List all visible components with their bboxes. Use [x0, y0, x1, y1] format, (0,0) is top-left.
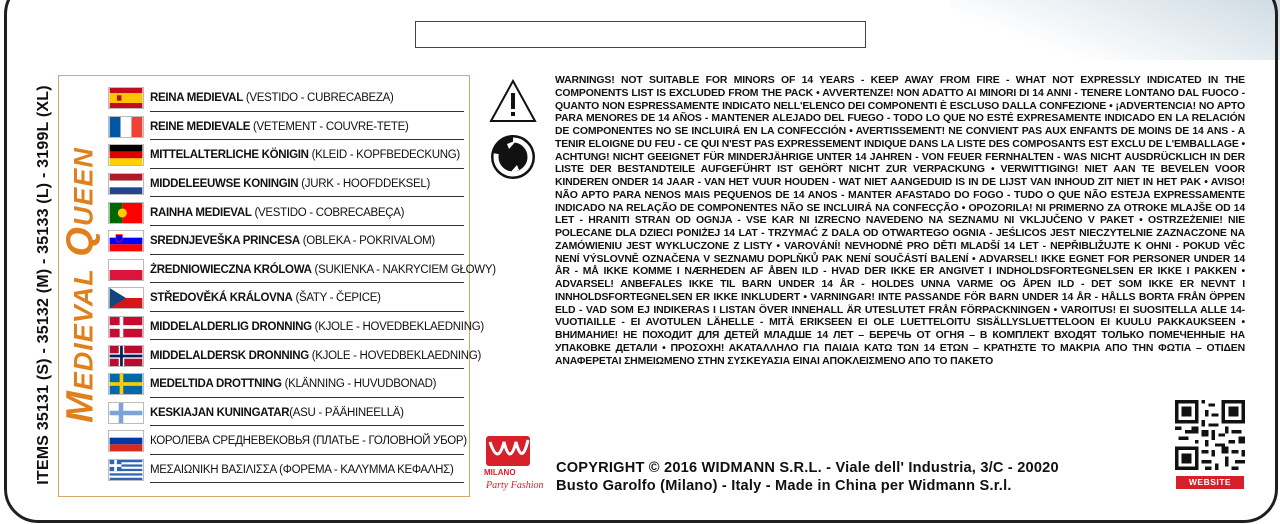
lang-text: MEDELTIDA DROTTNING (KLÄNNING - HUVUDBONAD): [150, 378, 437, 391]
lang-text: RAINHA MEDIEVAL (VESTIDO - COBRECABEÇA): [150, 206, 405, 219]
warning-triangle-icon: [489, 79, 537, 123]
list-item: [108, 313, 484, 342]
items-code: [31, 80, 57, 490]
language-list: [108, 84, 496, 484]
lang-text: REINE MEDIEVALE (VETEMENT - COUVRE-TETE): [150, 120, 409, 133]
lang-text: KESKIAJAN KUNINGATAR(ASU - PÄÄHINEELLÄ): [150, 406, 404, 419]
cz-flag-icon: [108, 287, 144, 309]
list-item: [108, 341, 481, 370]
svg-text:Party Fashion: Party Fashion: [486, 480, 544, 491]
lang-text: MITTELALTERLICHE KÖNIGIN (KLEID - KOPFBEDECKUNG): [150, 149, 460, 162]
list-item: [108, 427, 468, 456]
lang-text: ΜΕΣΑΙΩΝΙΚΗ ΒΑΣΙΛΙΣΣΑ (ΦΟΡΕΜΑ - ΚΑΛΥΜΜΑ ΚΕΦΑΛΗΣ): [150, 464, 454, 477]
copyright-line-2: Busto Garolfo (Milano) - Italy - Made in China per Widmann S.r.l.: [556, 478, 1012, 494]
es-flag-icon: [108, 87, 144, 109]
product-title-text: Medieval Queen: [59, 147, 102, 423]
se-flag-icon: [108, 373, 144, 395]
gr-flag-icon: [108, 459, 144, 481]
lang-text: MIDDELALDERLIG DRONNING (KJOLE - HOVEDBEKLAEDNING): [150, 321, 484, 334]
list-item: [108, 370, 468, 399]
lang-text: REINA MEDIEVAL (VESTIDO - CUBRECABEZA): [150, 92, 394, 105]
lang-text: MIDDELEEUWSE KONINGIN (JURK - HOOFDDEKSEL): [150, 178, 431, 191]
lang-text: КОРОЛЕВА СРЕДНЕВЕКОВЬЯ (ПЛАТЬЕ - ГОЛОВНОЙ УБОР): [150, 435, 467, 448]
barcode-box: [415, 21, 866, 48]
list-item: [108, 227, 468, 256]
lang-text: ŻREDNIOWIECZNA KRÓLOWA (SUKIENKA - NAKRYCIEM GŁOWY): [150, 263, 496, 276]
list-item: [108, 256, 496, 285]
copyright-text: [556, 459, 1166, 495]
website-badge[interactable]: WEBSITE: [1176, 476, 1244, 489]
green-dot-recycle-icon: [490, 134, 536, 180]
fr-flag-icon: [108, 116, 144, 138]
copyright-line-1: COPYRIGHT © 2016 WIDMANN S.R.L. - Viale dell' Industria, 3/C - 20020: [556, 460, 1059, 476]
list-item: [108, 198, 468, 227]
lang-text: MIDDELALDERSK DRONNING (KJOLE - HOVEDBEKLAEDNING): [150, 349, 481, 362]
warnings-text: WARNINGS! NOT SUITABLE FOR MINORS OF 14 YEARS - KEEP AWAY FROM FIRE - WHAT NOT EXPRESSLY INDICATED IN THE COMPONENTS LIST IS EXCLUDED FROM THE PACK • AVVERTENZE! NON ADATTO AI MINORI DI 14 ANNI - TENERE LONTANO DAL FUOCO - QUANTO NON ESPRESSAMENTE INDICATO NELL'ELENCO DEI COMPONENTI È ESCLUSO DALLA CONFEZIONE • ¡ADVERTENCIA! NO APTO PARA MENORES DE 14 AÑOS - MANTENER ALEJADO DEL FUEGO - TODO LO QUE NO ESTÉ EXPRESAMENTE INDICADO EN LA RELACIÓN DE COMPONENTES NO SE INCLUIRÁ EN LA CONFECCIÓN • AVERTISSEMENT! NE CONVIENT PAS AUX ENFANTS DE MOINS DE 14 ANS - A TENIR ELOIGNE DU FEU - CE QUI N'EST PAS EXPRESSEMENT INDIQUE DANS LA LISTE DES COMPOSANTS EST EXCLU DE L'EMBALLAGE • ACHTUNG! NICHT GEEIGNET FÜR MINDERJÄHRIGE UNTER 14 JAHREN - VON FEUER FERNHALTEN - WAS NICHT AUSDRÜCKLICH IN DER LISTE DER BESTANDTEILE AUFGEFÜHRT IST GEHÖRT NICHT ZUR VERPACKUNG • VERWITTIGING! NIET AAN TE BEVELEN VOOR KINDEREN ONDER 14 JAAR - VAN HET VUUR HOUDEN - WAT NIET AANGEDUID IS IN DE LIJST VAN INHOUD ZIT NIET IN HET PAK • AVISO! NÃO APTO PARA NENOS MAIS PEQUENOS DE 14 ANOS - MANTER AFASTADO DO FOGO - TUDO O QUE NÃO ESTEJA EXPRESSAMENTE INDICADO NA RELAÇÃO DE COMPONENTES NÃO SE INCLUIRÁ NA CONFECÇÃO • OPOZORILA! NI PRIMERNO ZA OTROKE MLAJŠE OD 14 LET - HRANITI STRAN OD OGNJA - VSE KAR NI IZRECNO NAVEDENO NA SEZNAMU NI VKLJUČENO V PAKET • OSTRZEŻENIE! NIE POLECANE DLA DZIECI PONIŻEJ 14 LAT - TRZYMAĆ Z DALA OD OTWARTEGO OGNIA - JEŚLICOS JEST NIECZYTELNIE ZAZNACZONE NA ZAMÓWIENIU JEST WYKLUCZONE Z LISTY • VAROVÁNÍ! NEVHODNÉ PRO DĚTI MLADŠÍ 14 LET - NEPŘIBLIŽUJTE K OHNI - POKUD VĚC NENÍ VÝSLOVNĚ OZNAČENA V SEZNAMU DOPLŇKŮ PAK NENÍ SOUČÁSTÍ BALENÍ • ADVARSEL! IKKE EGNET FOR PERSONER UNDER 14 ÅR - MÅ IKKE KOMME I NÆRHEDEN AF ÅBEN ILD - HVAD DER IKKE ER ANGIVET I INDHOLDSFORTEGNELSEN ER IKKE I PAKKEN • ADVARSEL! ANBEFALES IKKE TIL BARN UNDER 14 ÅR - HOLDES UNNA VARME OG ÅPEN ILD - DET SOM IKKE ER NEVNT I INNHOLDSFORTEGNELSEN ER IKKE INKLUDERT • VARNINGAR! INTE PASSANDE FÖR BARN UNDER 14 ÅR - HÅLLS BORTA FRÅN ÖPPEN ELD - VAD SOM EJ INDIKERAS I LISTAN ÖVER INNEHALL ÄR UTESLUTET FRÅN FÖRPACKNINGEN • VAROITUS! EI SUOSITELLA ALLE 14-VUOTIAILLE - EI AVOTULEN LÄHELLE - MITÄ ERIKSEEN EI OLE LUETTELOITU SISÄLLYSLUETTELOON EI KUULU PAKKAUKSEEN • ВНИМАНИЕ! НЕ ПОХОДИТ ДЛЯ ДЕТЕЙ МЛАДШЕ 14 ЛЕТ – БЕРЕЧЬ ОТ ОГНЯ – В КОМПЛЕКТ ВХОДЯТ ТОЛЬКО ПОМЕЧЕННЫЕ НА УПАКОВКЕ ДЕТАЛИ • ΠΡΟΣΟΧΗ! ΑΚΑΤΑΛΛΗΛΟ ΓΙΑ ΠΑΙΔΙΑ ΚΑΤΩ ΤΩΝ 14 ΕΤΩΝ – ΚΡΑΤΗΣΤΕ ΤΟ ΜΑΚΡΙΑ ΑΠΟ ΤΗΝ ΦΩΤΙΑ – ΟΤΙΔΕΝ ΑΝΑΦΕΡΕΤΑΙ ΣΗΜΕΙΩΜΕΝΟ ΣΤΗΝ ΣΥΣΚΕΥΑΣΙΑ ΕΙΝΑΙ ΑΠΟΚΛΕΙΣΜΕΝΟ ΑΠΟ ΤΟ ΠΑΚΕΤΟ: [555, 75, 1245, 367]
list-item: [108, 141, 468, 170]
de-flag-icon: [108, 144, 144, 166]
lang-text: STŘEDOVĚKÁ KRÁLOVNA (ŠATY - ČEPICE): [150, 292, 381, 305]
product-title: [58, 75, 104, 495]
list-item: [108, 284, 468, 313]
dk-flag-icon: [108, 316, 144, 338]
nl-flag-icon: [108, 173, 144, 195]
list-item: [108, 399, 468, 428]
list-item: [108, 170, 468, 199]
items-code-text: ITEMS 35131 (S) - 35132 (M) - 35133 (L) - 3199L (XL): [35, 85, 52, 485]
svg-text:MILANO: MILANO: [484, 468, 516, 477]
list-item: [108, 113, 468, 142]
qr-code: [1175, 400, 1245, 470]
pt-flag-icon: [108, 202, 144, 224]
list-item: [108, 456, 468, 485]
list-item: [108, 84, 468, 113]
ru-flag-icon: [108, 430, 144, 452]
fi-flag-icon: [108, 402, 144, 424]
si-flag-icon: [108, 230, 144, 252]
lang-text: SREDNJEVEŠKA PRINCESA (OBLEKA - POKRIVALOM): [150, 235, 435, 248]
no-flag-icon: [108, 345, 144, 367]
pl-flag-icon: [108, 259, 144, 281]
widmann-logo: [480, 436, 550, 494]
